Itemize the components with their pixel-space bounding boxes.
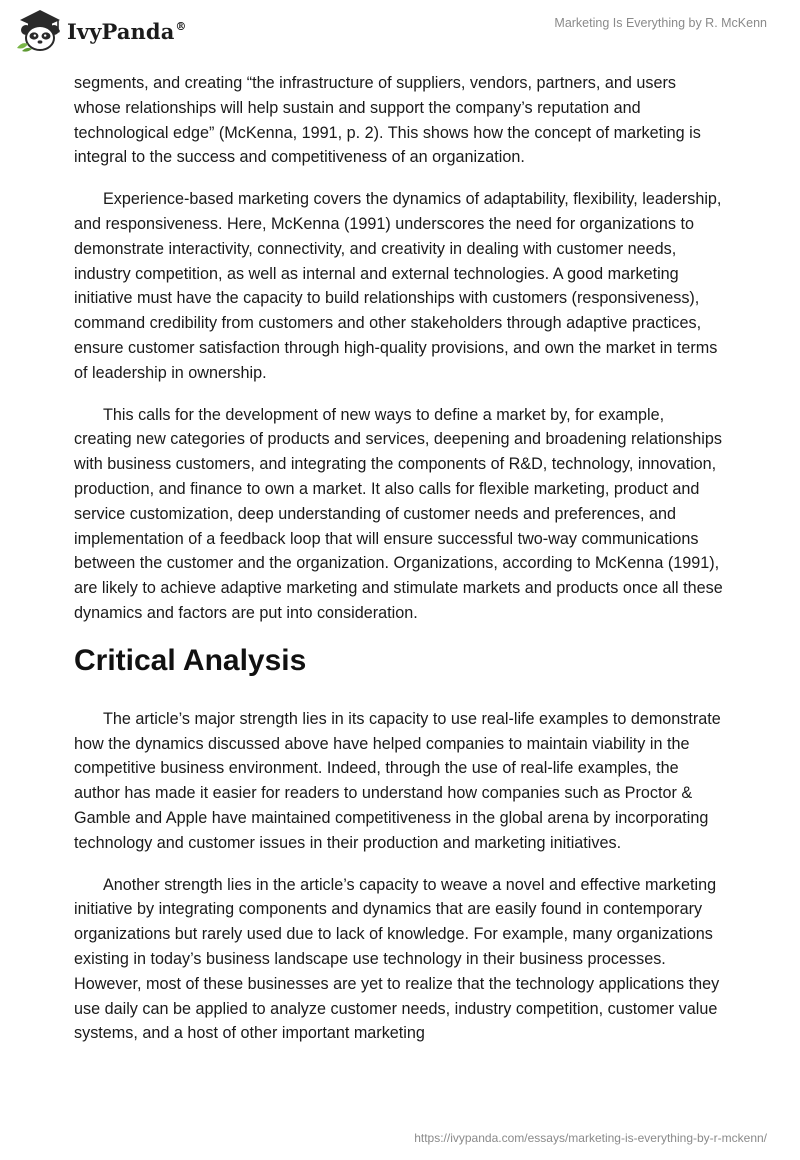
document-title: Marketing Is Everything by R. McKenn xyxy=(554,16,767,30)
section-heading-critical-analysis: Critical Analysis xyxy=(74,643,307,677)
brand-name: IvyPanda® xyxy=(67,18,187,44)
ivypanda-logo[interactable] xyxy=(14,8,187,52)
paragraph-5: Another strength lies in the article’s capacity to weave a novel and effective marketing initiative by integrating components and dynamics that are easily found in contemporary organizations but rarely used due to lack of knowledge. For example, many organizations existing in today’s business landscape use technology in their business processes. However, most of these businesses are yet to realize that the technology applications they use daily can be applied to analyze customer needs, industry competition, customer value systems, and a host of other important marketing xyxy=(74,875,720,1043)
source-url[interactable]: https://ivypanda.com/essays/marketing-is-everything-by-r-mckenn/ xyxy=(414,1131,767,1145)
panda-graduate-icon xyxy=(14,8,62,52)
page-header xyxy=(0,0,800,62)
paragraph-4: The article’s major strength lies in its capacity to use real-life examples to demonstrate how the dynamics discussed above have helped companies to maintain viability in the competitive business environment. Indeed, through the use of real-life examples, the author has made it easier for readers to understand how companies such as Proctor & Gamble and Apple have maintained competitiveness in the global arena by incorporating technology and customer issues in their production and marketing initiatives. xyxy=(74,709,721,852)
paragraph-3: This calls for the development of new ways to define a market by, for example, creating new categories of products and services, deepening and broadening relationships with business customers, and integrating the components of R&D, technology, innovation, production, and finance to own a market. It also calls for flexible marketing, product and service customization, deep understanding of customer needs and preferences, and implementation of a feedback loop that will ensure successful two-way communications between the customer and the organization. Organizations, according to McKenna (1991), are likely to achieve adaptive marketing and stimulate markets and products once all these dynamics and factors are put into consideration. xyxy=(74,405,723,622)
paragraph-2: Experience-based marketing covers the dynamics of adaptability, flexibility, leadership, and responsiveness. Here, McKenna (1991) underscores the need for organizations to demonstrate interactivity, connectivity, and creativity in dealing with customer needs, industry competition, as well as internal and external technologies. A good marketing initiative must have the capacity to build relationships with customers (responsiveness), command credibility from customers and other stakeholders through adaptive practices, ensure customer satisfaction through high-quality provisions, and own the market in terms of leadership in ownership. xyxy=(74,190,722,382)
registered-mark: ® xyxy=(175,19,187,33)
paragraph-1: segments, and creating “the infrastructure of suppliers, vendors, partners, and users whose relationships will help sustain and support the company’s reputation and technological edge” (McKenna, 1991, p. 2). This shows how the concept of marketing is integral to the success and competitiveness of an organization. xyxy=(74,74,701,167)
essay-body xyxy=(74,71,726,1063)
